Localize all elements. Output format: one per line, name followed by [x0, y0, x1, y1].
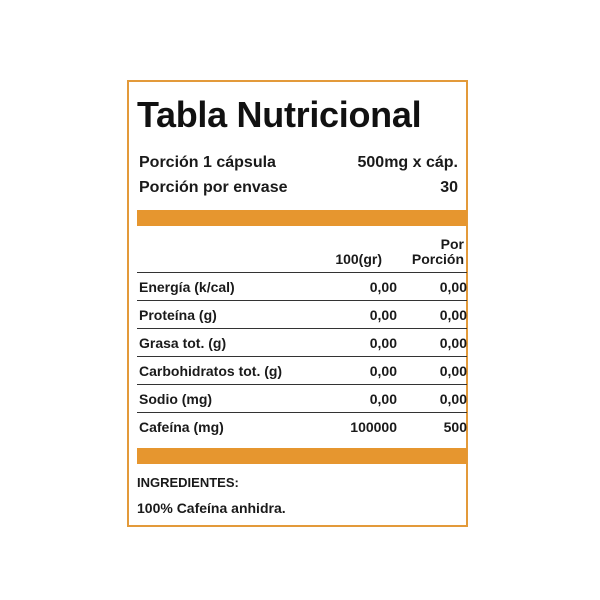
nutrient-label: Energía (k/cal) — [139, 279, 235, 295]
per-100g-value: 0,00 — [369, 363, 397, 379]
column-header-per-serving-line1: Por — [440, 236, 464, 252]
servings-per-container-label: Porción por envase — [139, 179, 288, 196]
per-100g-value: 0,00 — [369, 307, 397, 323]
table-divider — [137, 412, 467, 413]
table-row — [139, 391, 467, 407]
table-row — [139, 307, 467, 323]
table-row — [139, 363, 467, 379]
accent-bar-top — [137, 210, 467, 226]
table-divider — [137, 300, 467, 301]
per-100g-value: 0,00 — [369, 335, 397, 351]
serving-size-row — [139, 154, 458, 172]
per-serving-value: 0,00 — [439, 279, 467, 295]
per-100g-value: 0,00 — [369, 279, 397, 295]
table-divider — [137, 272, 467, 273]
ingredients-heading: INGREDIENTES: — [137, 475, 239, 490]
servings-per-container-value: 30 — [440, 179, 458, 196]
column-header-per-100g: 100(gr) — [335, 251, 382, 267]
nutrient-label: Sodio (mg) — [139, 391, 213, 407]
panel-title: Tabla Nutricional — [137, 94, 422, 135]
serving-size-value: 500mg x cáp. — [357, 154, 458, 171]
nutrient-label: Proteína (g) — [139, 307, 217, 323]
nutrition-facts-panel — [127, 80, 468, 527]
per-serving-value: 0,00 — [439, 391, 467, 407]
column-header-per-serving — [412, 237, 464, 267]
nutrient-label: Grasa tot. (g) — [139, 335, 227, 351]
servings-per-container-row — [139, 179, 458, 197]
table-divider — [137, 384, 467, 385]
table-row — [139, 335, 467, 351]
per-100g-value: 100000 — [350, 419, 397, 435]
nutrient-label: Cafeína (mg) — [139, 419, 224, 435]
table-row — [139, 279, 467, 295]
per-serving-value: 0,00 — [439, 363, 467, 379]
nutrient-label: Carbohidratos tot. (g) — [139, 363, 283, 379]
table-divider — [137, 328, 467, 329]
per-serving-value: 500 — [443, 419, 467, 435]
column-header-per-serving-line2: Porción — [411, 251, 464, 267]
per-100g-value: 0,00 — [369, 391, 397, 407]
accent-bar-bottom — [137, 448, 467, 464]
per-serving-value: 0,00 — [439, 307, 467, 323]
per-serving-value: 0,00 — [439, 335, 467, 351]
table-row — [139, 419, 467, 435]
table-divider — [137, 356, 467, 357]
ingredients-text: 100% Cafeína anhidra. — [137, 500, 286, 516]
serving-size-label: Porción 1 cápsula — [139, 154, 276, 171]
